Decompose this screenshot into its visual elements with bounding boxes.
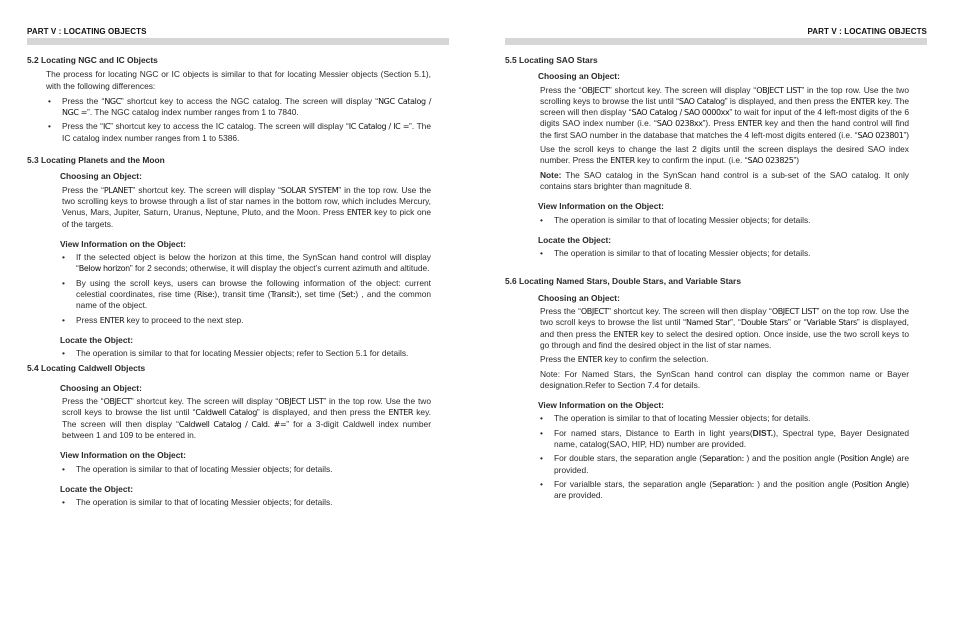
subheading: Choosing an Object: — [60, 171, 142, 182]
subheading: Choosing an Object: — [538, 292, 620, 303]
section-title: 5.6 Locating Named Stars, Double Stars, and Variable Stars — [505, 276, 741, 287]
note: Note: The SAO catalog in the SynScan hand control is a sub-set of the SAO catalog. It only contains stars brighter than magnitude 8. — [540, 169, 909, 191]
section-title: 5.5 Locating SAO Stars — [505, 55, 598, 65]
bullet-list — [27, 96, 431, 144]
list-item: • If the selected object is below the horizon at this time, the SynScan hand control will display “Below horizon” for 2 seconds; otherwise, it will display the object’s current azimuth and altitude. — [60, 252, 431, 275]
subheading: View Information on the Object: — [538, 400, 664, 411]
bullet-list — [505, 215, 909, 226]
subheading: Choosing an Object: — [538, 71, 620, 82]
list-item: • The operation is similar to that of locating Messier objects; for details. — [538, 215, 909, 226]
bullet-list — [27, 348, 431, 359]
subheading: Locate the Object: — [60, 334, 134, 345]
subheading: View Information on the Object: — [538, 201, 664, 212]
left-content — [27, 55, 431, 512]
list-item: • For named stars, Distance to Earth in light years(DIST.), Spectral type, Bayer Designated name, catalog(SAO, HIP, HD) number are provided. — [538, 428, 909, 451]
list-item: • By using the scroll keys, users can browse the following information of the object: current celestial coordinates, rise time (Rise:), transit time (Transit:), set time (Set:) , and the common name of the object. — [60, 278, 431, 312]
list-item: • Press the “NGC” shortcut key to access the NGC catalog. The screen will display “NGC Catalog / NGC =”. The NGC catalog index number ranges from 1 to 7840. — [46, 96, 431, 119]
list-item: • The operation is similar to that of locating Messier objects; for details. — [60, 464, 431, 475]
list-item: • For double stars, the separation angle (Separation: ) and the position angle (Position Angle) are provided. — [538, 453, 909, 476]
page-header: PART V : LOCATING OBJECTS — [807, 27, 927, 36]
paragraph: The process for locating NGC or IC objects is similar to that for locating Messier objects (Section 5.1), with the following differences: — [46, 69, 431, 91]
right-content — [505, 55, 909, 505]
header-bar — [505, 38, 927, 45]
paragraph: Press the “OBJECT” shortcut key. The screen will then display “OBJECT LIST” on the top row. Use the two scroll keys to browse the list until “Named Star”, “Double Stars” or “Variable Stars” is displayed, and then press the ENTER key to select the desired option. Once inside, use the two scroll keys to go through and find the desired object in the list of star names. — [540, 306, 909, 350]
subheading: View Information on the Object: — [60, 238, 186, 249]
bullet-list — [27, 464, 431, 475]
left-page — [27, 0, 449, 618]
section-title: 5.4 Locating Caldwell Objects — [27, 362, 146, 373]
page-header: PART V : LOCATING OBJECTS — [27, 27, 147, 36]
paragraph: Use the scroll keys to change the last 2 digits until the screen displays the desired SAO index number. Press the ENTER key to confirm the input. (i.e. “SAO 023825”) — [540, 144, 909, 166]
header-bar — [27, 38, 449, 45]
list-item: • Press the “IC” shortcut key to access the IC catalog. The screen will display “IC Catalog / IC =”. The IC catalog index number ranges from 1 to 5386. — [46, 121, 431, 144]
list-item: • The operation is similar to that of locating Messier objects; for details. — [538, 413, 909, 424]
paragraph: Press the “OBJECT” shortcut key. The screen will display “OBJECT LIST” in the top row. Use the two scrolling keys to browse the list until “SAO Catalog” is displayed, and then press the ENTER key. The screen will then display “SAO Catalog / SAO 0000xx” to wait for input of the 4 left-most digits of the 6 digits SAO index number (i.e. “SAO 0238xx”). Press ENTER key and then the hand control will find the first SAO number in the database that matches the 4 left-most digits entered (i.e. “SAO 023801”) — [540, 84, 910, 140]
subheading: Choosing an Object: — [60, 382, 142, 393]
bullet-list — [27, 497, 431, 508]
subheading: Locate the Object: — [538, 234, 612, 245]
bullet-list — [505, 248, 909, 259]
bullet-list — [505, 413, 909, 501]
list-item: • Press ENTER key to proceed to the next step. — [60, 315, 431, 326]
section-title: 5.3 Locating Planets and the Moon — [27, 155, 165, 166]
paragraph: Press the ENTER key to confirm the selection. — [540, 354, 709, 365]
note: Note: For Named Stars, the SynScan hand control can display the common name or Bayer designation.Refer to Section 7.4 for details. — [540, 368, 909, 390]
bullet-list — [27, 252, 431, 326]
paragraph: Press the “OBJECT” shortcut key. The screen will display “OBJECT LIST” in the top row. Use the two scroll keys to browse the list until “Caldwell Catalog” is displayed, and then press the ENTER key. The screen will then display “Caldwell Catalog / Cald. #=” for a 3-digit Caldwell index number between 1 and 109 to be entered in. — [62, 396, 432, 441]
list-item: • The operation is similar to that of locating Messier objects; for details. — [538, 248, 909, 259]
subheading: View Information on the Object: — [60, 450, 186, 461]
list-item: • The operation is similar to that for locating Messier objects; refer to Section 5.1 for details. — [60, 348, 431, 359]
subheading: Locate the Object: — [60, 483, 134, 494]
right-page — [505, 0, 927, 618]
paragraph: Press the “PLANET” shortcut key. The screen will display “SOLAR SYSTEM” in the top row. Use the two scrolling keys to browse through a list of star names in the bottom row, which includes Mercury, Venus, Mars, Jupiter, Saturn, Uranus, Neptune, Pluto, and the Moon. Press ENTER key to pick one of the targets. — [62, 184, 431, 229]
list-item: • For varialble stars, the separation angle (Separation: ) and the position angle (Position Angle) are provided. — [538, 479, 909, 502]
list-item: • The operation is similar to that of locating Messier objects; for details. — [60, 497, 431, 508]
section-title: 5.2 Locating NGC and IC Objects — [27, 55, 158, 65]
